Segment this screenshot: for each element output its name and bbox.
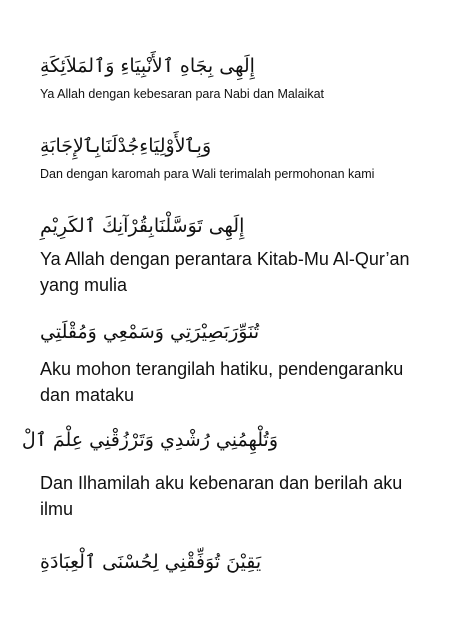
arabic-verse-6: يَقِيْنَ تُوَفِّقْنِي لِحُسْنَى ٱلْعِبَادَةِ <box>40 551 262 573</box>
translation-verse-3: Ya Allah dengan perantara Kitab-Mu Al-Qur’an yang mulia <box>40 249 410 295</box>
arabic-verse-1: إِلَهِى بِجَاهِ ٱلأَنْبِيَاءِ وَٱلمَلاَئِكَةِ <box>40 55 255 77</box>
translation-verse-1: Ya Allah dengan kebesaran para Nabi dan Malaikat <box>40 87 324 101</box>
translation-verse-2: Dan dengan karomah para Wali terimalah permohonan kami <box>40 167 375 181</box>
translation-verse-4: Aku mohon terangilah hatiku, pendengaranku dan mataku <box>40 359 404 405</box>
arabic-verse-5: وَتُلْهِمُنِي رُشْدِي وَتَرْزُقْنِي عِلْمَ ٱلْ <box>21 429 278 451</box>
arabic-verse-3: إِلَهِى تَوَسَّلْنَابِقُرْآنِكَ ٱلكَرِيْمِ <box>40 215 245 237</box>
arabic-verse-4: تُنَوِّرَبَصِيْرَتِي وَسَمْعِي وَمُقْلَتِي <box>40 321 260 343</box>
arabic-verse-2: وَبِٱلأَوْلِيَاءِجُدْلَنَابِٱلإِجَابَةِ <box>40 135 212 157</box>
translation-verse-5: Dan Ilhamilah aku kebenaran dan berilah aku ilmu <box>40 473 403 519</box>
